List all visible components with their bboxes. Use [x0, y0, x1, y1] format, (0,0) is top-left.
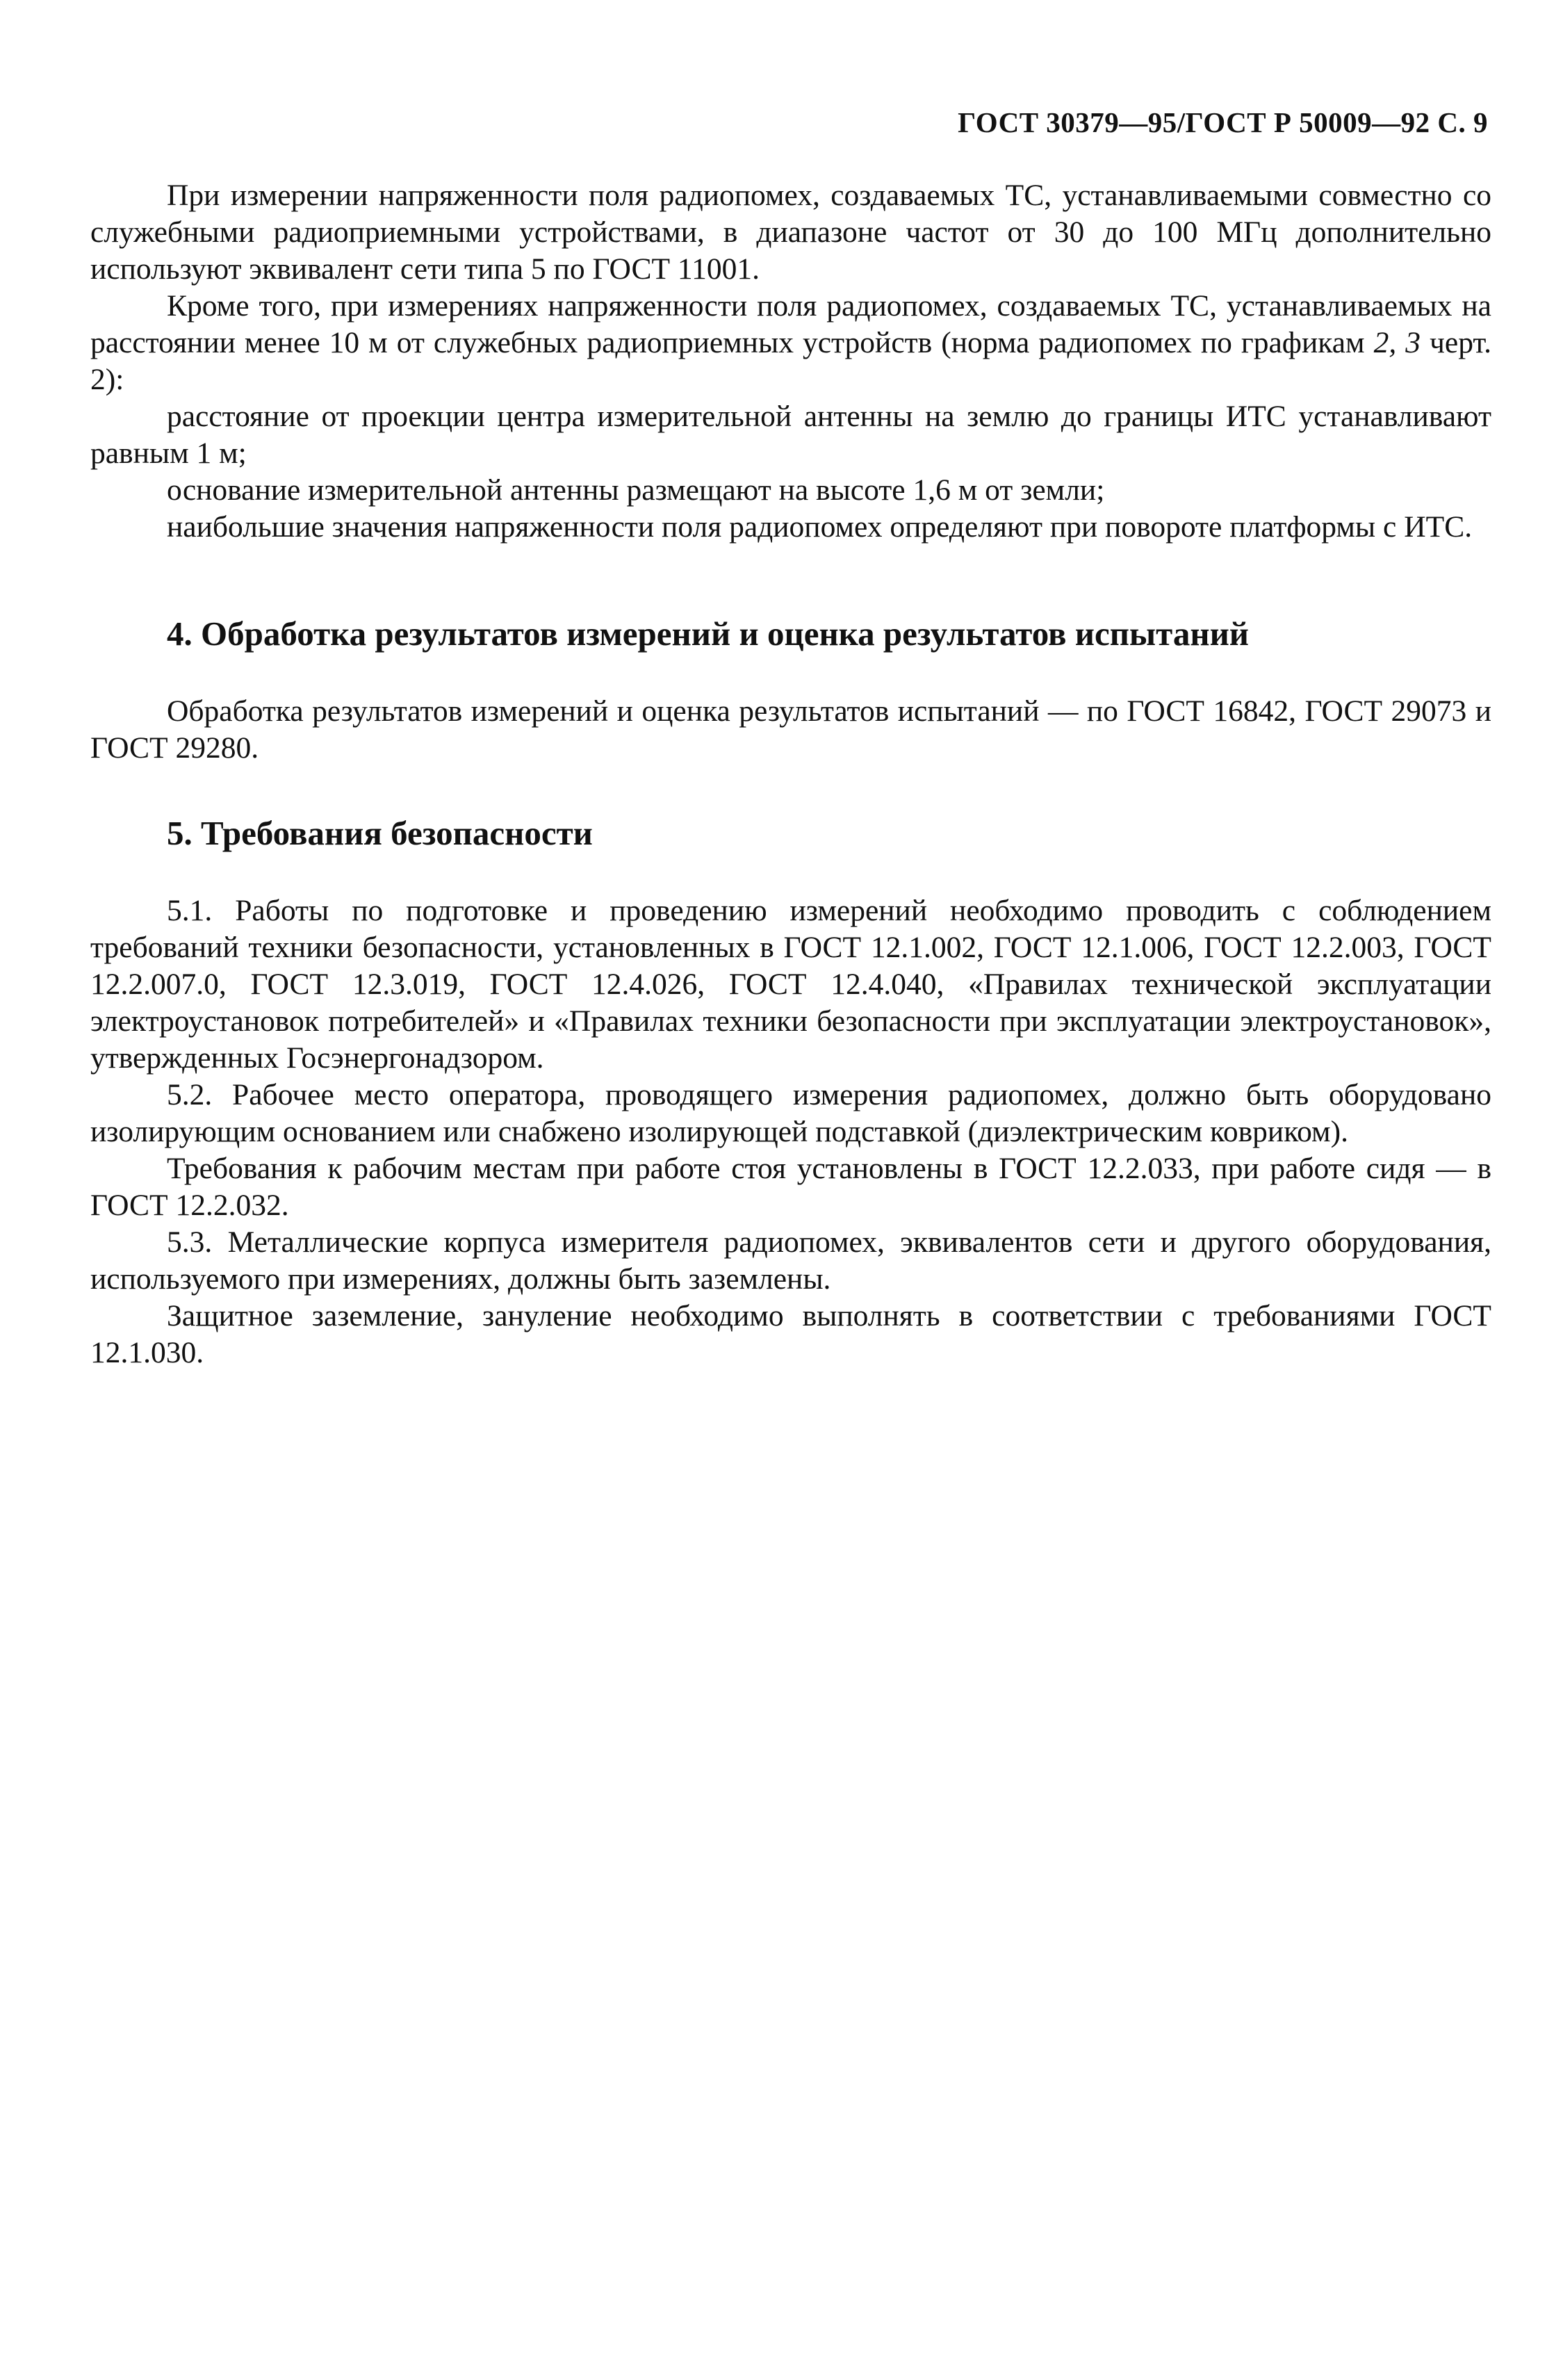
section-5-heading: 5. Требования безопасности	[167, 814, 593, 852]
paragraph: Требования к рабочим местам при работе стоя установлены в ГОСТ 12.2.033, при работе сидя — в ГОСТ 12.2.032.	[90, 1152, 1491, 1222]
graph-numbers: 2, 3	[1373, 326, 1421, 359]
paragraph: основание измерительной антенны размещают на высоте 1,6 м от земли;	[167, 473, 1105, 507]
paragraph: 5.1. Работы по подготовке и проведению измерений необходимо проводить с соблюдением требований техники безопасности, установленных в ГОСТ 12.1.002, ГОСТ 12.1.006, ГОСТ 12.2.003, ГОСТ 12.2.007.0, ГОСТ 12.3.019, ГОСТ 12.4.026, ГОСТ 12.4.040, «Правилах технической эксплуатации электроустановок потребителей» и «Правилах техники безопасности при эксплуатации электроустановок», утвержденных Госэнергонадзором.	[90, 894, 1491, 1075]
paragraph: наибольшие значения напряженности поля радиопомех определяют при повороте платформы с ИТС.	[167, 510, 1473, 544]
section-4-body	[90, 693, 1491, 767]
paragraph	[90, 288, 1491, 398]
paragraph: При измерении напряженности поля радиопомех, создаваемых ТС, устанавливаемыми совместно со служебными радиоприемными устройствами, в диапазоне частот от 30 до 100 МГц дополнительно используют эквивалент сети типа 5 по ГОСТ 11001.	[90, 179, 1491, 286]
paragraph: Защитное заземление, зануление необходимо выполнять в соответствии с требованиями ГОСТ 12.1.030.	[90, 1299, 1491, 1369]
paragraph: 5.3. Металлические корпуса измерителя радиопомех, эквивалентов сети и другого оборудования, используемого при измерениях, должны быть заземлены.	[90, 1225, 1491, 1296]
paragraph: Обработка результатов измерений и оценка результатов испытаний — по ГОСТ 16842, ГОСТ 29073 и ГОСТ 29280.	[90, 694, 1491, 765]
measurement-conditions-block	[90, 177, 1491, 546]
paragraph: 5.2. Рабочее место оператора, проводящего измерения радиопомех, должно быть оборудовано изолирующим основанием или снабжено изолирующей подставкой (диэлектрическим ковриком).	[90, 1078, 1491, 1148]
page-header: ГОСТ 30379—95/ГОСТ Р 50009—92 С. 9	[958, 106, 1488, 138]
paragraph-text: Кроме того, при измерениях напряженности поля радиопомех, создаваемых ТС, устанавливаемых на расстоянии менее 10 м от служебных радиоприемных устройств (норма радиопомех по графикам	[90, 289, 1491, 359]
section-5-body	[90, 892, 1491, 1371]
section-4-heading: 4. Обработка результатов измерений и оценка результатов испытаний	[167, 614, 1250, 653]
paragraph: расстояние от проекции центра измерительной антенны на землю до границы ИТС устанавливают равным 1 м;	[90, 400, 1491, 470]
paragraph-text: черт. 2):	[90, 326, 1491, 396]
